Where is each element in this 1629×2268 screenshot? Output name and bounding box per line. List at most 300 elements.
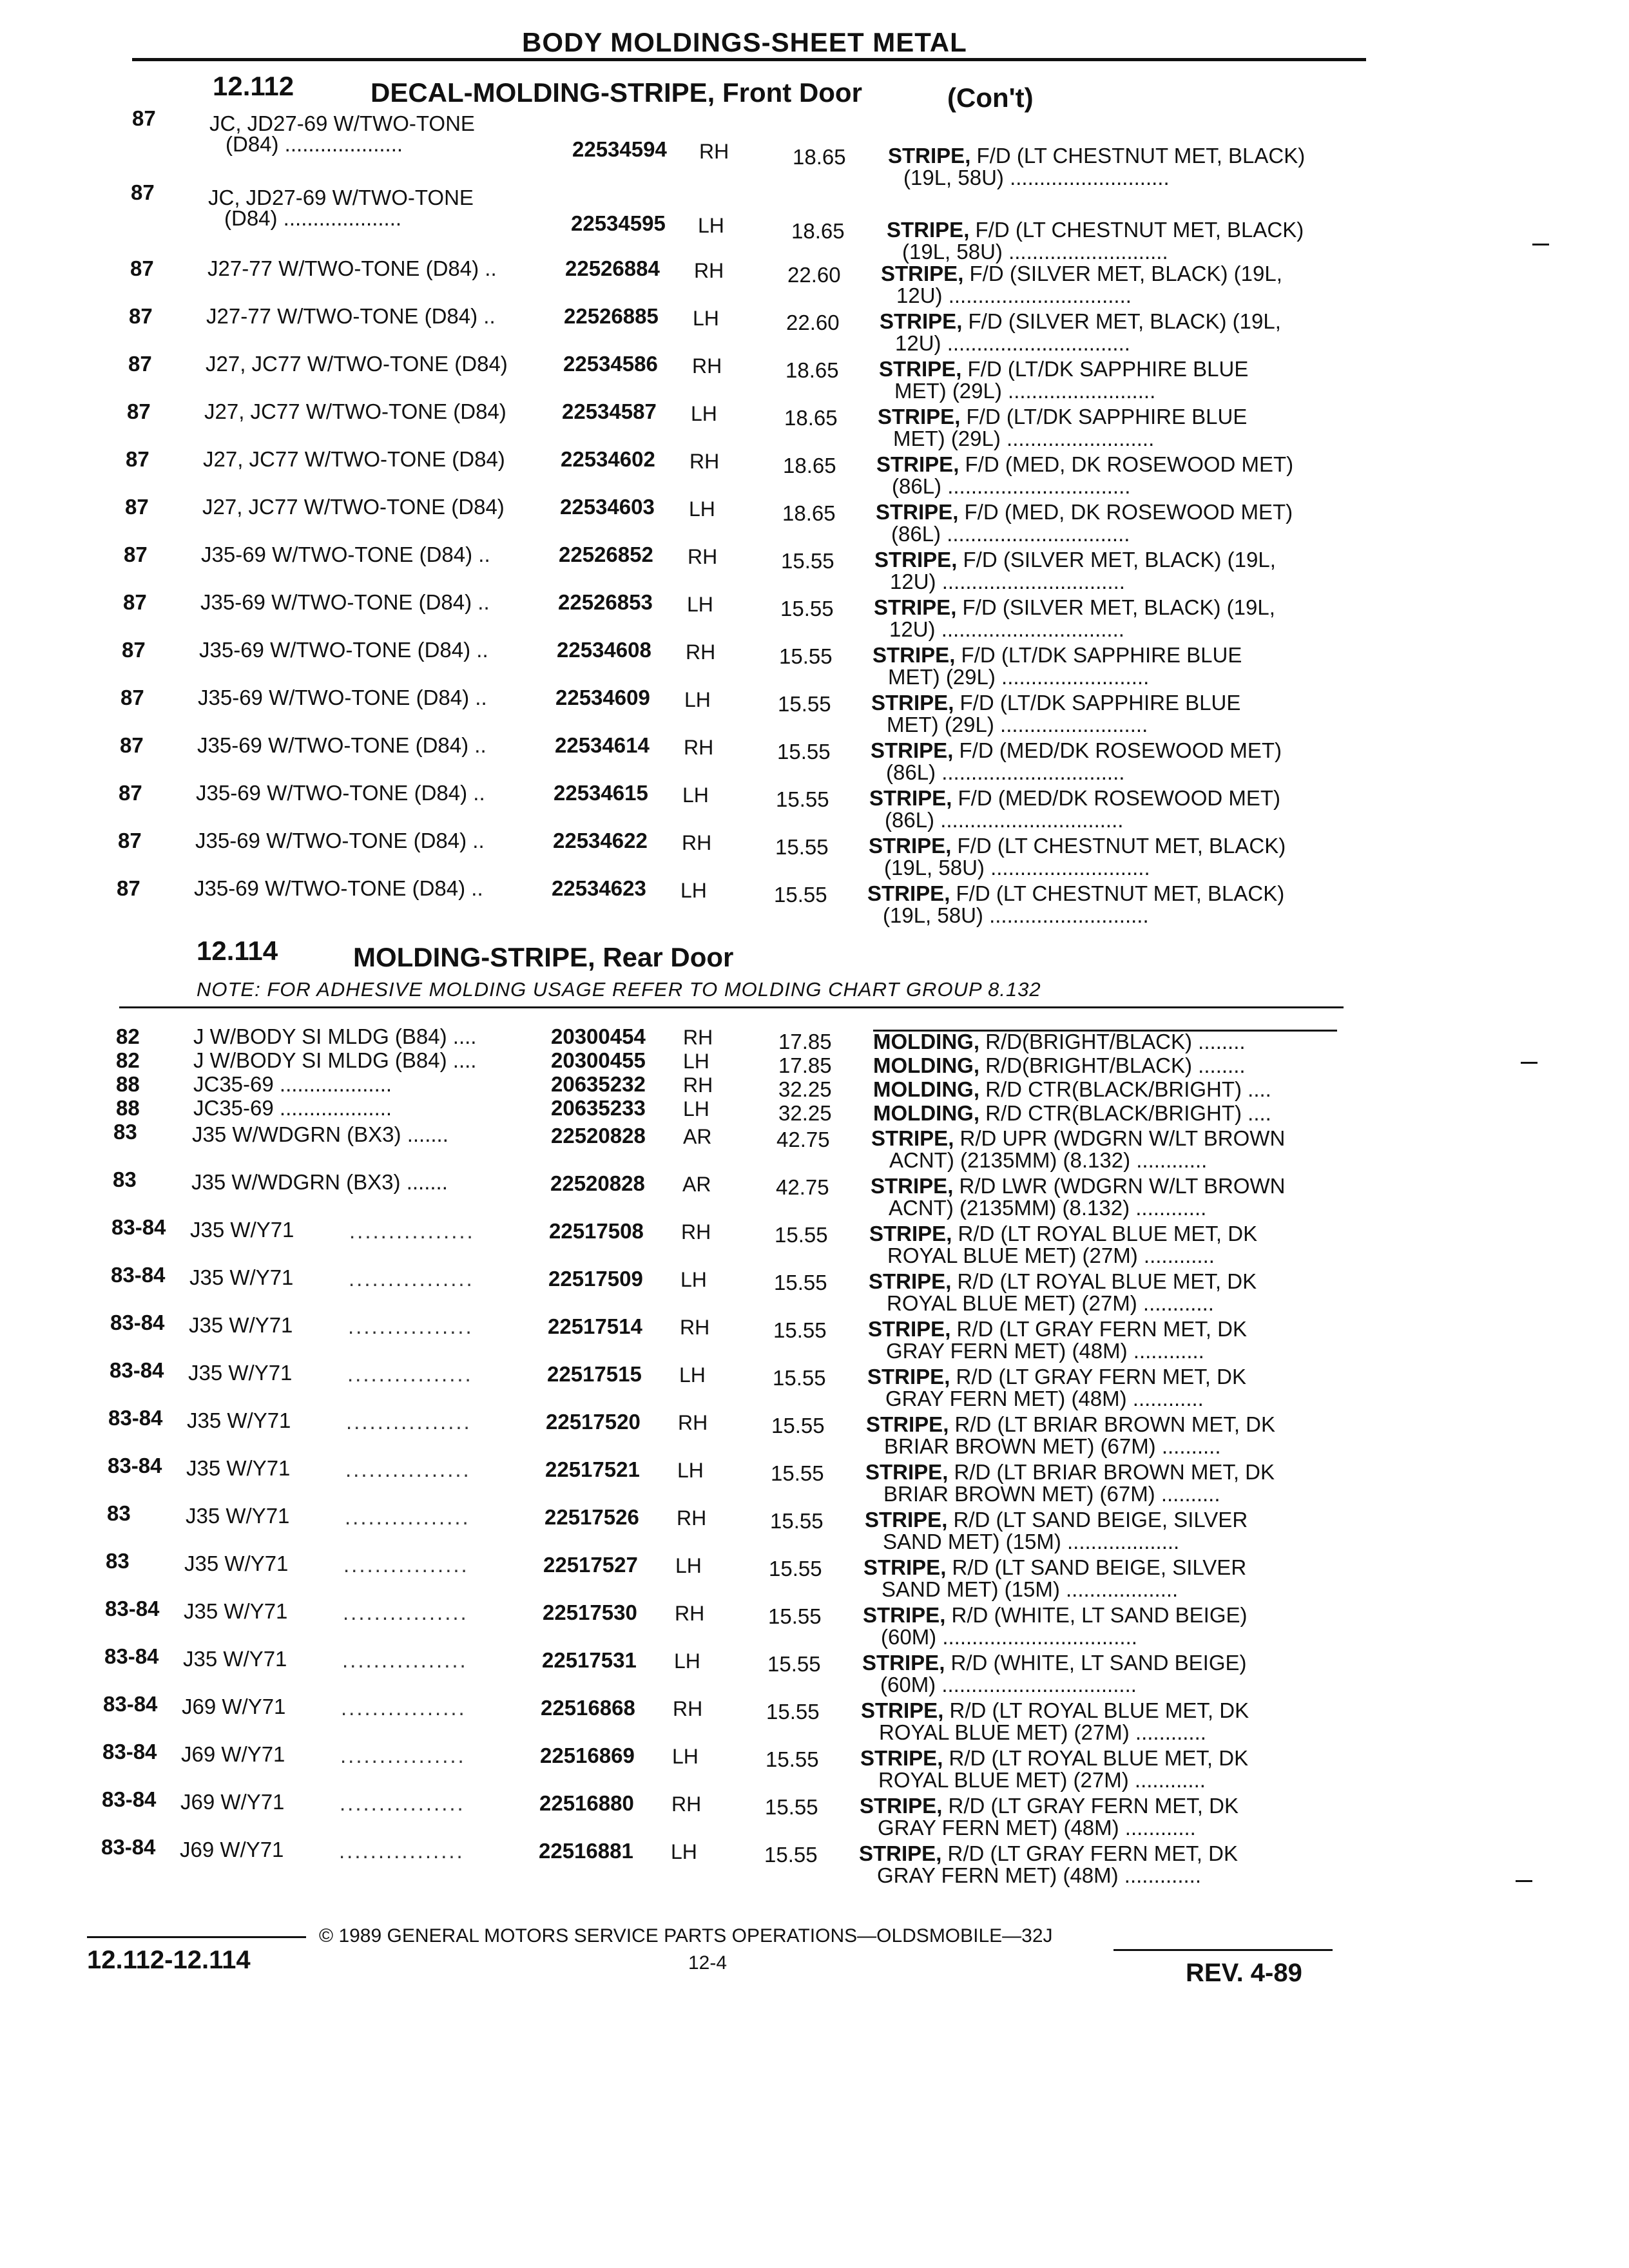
price-cell: 22.60 <box>786 311 840 334</box>
model-text: J35 W/Y71 <box>186 1504 290 1528</box>
year-cell: 82 <box>116 1048 140 1072</box>
year-cell: 87 <box>120 733 144 757</box>
model-cell: J27, JC77 W/TWO-TONE (D84) <box>203 447 505 471</box>
price-cell: 32.25 <box>778 1101 832 1125</box>
price-cell: 18.65 <box>784 406 838 430</box>
model-cell <box>182 1695 285 1719</box>
description-type: STRIPE, <box>869 1222 952 1245</box>
description-text: F/D (SILVER MET, BLACK) (19L, <box>963 262 1282 285</box>
price-cell: 15.55 <box>779 644 833 668</box>
section-continued: (Con't) <box>947 82 1034 113</box>
description <box>869 1223 1257 1245</box>
price-cell: 15.55 <box>776 787 829 811</box>
description-type: STRIPE, <box>880 309 963 333</box>
page-header-title: BODY MOLDINGS-SHEET METAL <box>522 27 967 57</box>
description-type: STRIPE, <box>874 595 957 619</box>
description <box>874 549 1276 571</box>
description-text: R/D (LT ROYAL BLUE MET, DK <box>943 1698 1249 1722</box>
model-cell <box>191 1170 448 1195</box>
side-cell: LH <box>675 1554 702 1577</box>
part-number: 22520828 <box>550 1171 645 1195</box>
year-cell: 87 <box>128 352 152 376</box>
description-text: R/D (LT BRIAR BROWN MET, DK <box>948 1460 1275 1484</box>
leader-dots: ................ <box>346 1410 472 1434</box>
year-cell: 82 <box>116 1024 140 1048</box>
model-cell: JC35-69 ................... <box>193 1072 392 1096</box>
price-cell: 42.75 <box>776 1128 830 1151</box>
model-cell: JC, JD27-69 W/TWO-TONE <box>209 111 475 135</box>
side-cell: LH <box>671 1840 697 1863</box>
margin-tick <box>1521 1062 1537 1064</box>
model-cell <box>184 1599 287 1624</box>
side-cell: RH <box>680 1316 710 1339</box>
section-note: NOTE: FOR ADHESIVE MOLDING USAGE REFER TO MOLDING CHART GROUP 8.132 <box>197 978 1041 1001</box>
part-number: 22534594 <box>572 137 667 161</box>
side-cell: RH <box>699 140 729 163</box>
year-cell: 87 <box>127 399 151 423</box>
margin-tick <box>1516 1880 1532 1882</box>
description-type: STRIPE, <box>863 1555 947 1579</box>
leader-dots: ................ <box>343 1553 469 1577</box>
description-text: F/D (MED, DK ROSEWOOD MET) <box>959 452 1294 476</box>
section-number: 12.112 <box>213 71 294 101</box>
price-cell: 22.60 <box>787 263 841 287</box>
model-cell: J27, JC77 W/TWO-TONE (D84) <box>204 399 506 423</box>
price-cell: 42.75 <box>776 1175 829 1199</box>
year-cell: 87 <box>126 447 149 471</box>
model-text: J35 W/Y71 <box>184 1599 288 1623</box>
description-continued: (19L, 58U) ........................... <box>903 166 1170 189</box>
model-cell: J27-77 W/TWO-TONE (D84) .. <box>207 256 497 280</box>
model-cell <box>189 1313 293 1338</box>
year-cell: 87 <box>131 180 155 204</box>
year-cell: 87 <box>122 638 146 662</box>
price-cell: 17.85 <box>778 1053 832 1077</box>
description <box>867 883 1284 905</box>
side-cell: LH <box>679 1363 706 1387</box>
description-text: F/D (LT/DK SAPPHIRE BLUE <box>960 405 1248 428</box>
side-cell: RH <box>681 1220 711 1244</box>
description-type: STRIPE, <box>865 1460 949 1484</box>
price-cell: 15.55 <box>773 1318 827 1342</box>
description <box>874 597 1275 619</box>
model-text: J35 W/WDGRN (BX3) ....... <box>191 1170 448 1194</box>
description-continued: SAND MET) (15M) ................... <box>883 1530 1180 1553</box>
year-cell: 83-84 <box>110 1311 165 1334</box>
description-text: F/D (LT/DK SAPPHIRE BLUE <box>954 691 1241 715</box>
description-continued: GRAY FERN MET) (48M) ............ <box>878 1816 1196 1840</box>
description-text: F/D (MED, DK ROSEWOOD MET) <box>958 500 1293 524</box>
part-number: 22526884 <box>565 256 660 280</box>
leader-dots: ................ <box>342 1648 468 1672</box>
description-text: R/D (LT ROYAL BLUE MET, DK <box>943 1746 1249 1770</box>
description <box>869 835 1286 857</box>
year-cell: 83-84 <box>103 1692 158 1716</box>
description-type: STRIPE, <box>860 1794 943 1818</box>
description <box>876 501 1293 523</box>
part-number: 22534614 <box>555 733 650 757</box>
side-cell: LH <box>672 1745 699 1768</box>
description-text: R/D (LT ROYAL BLUE MET, DK <box>951 1269 1257 1293</box>
description-continued: MET) (29L) ......................... <box>894 379 1156 403</box>
description-text: R/D (WHITE, LT SAND BEIGE) <box>945 1651 1247 1675</box>
part-number: 22517527 <box>543 1553 638 1577</box>
model-cell <box>181 1742 285 1767</box>
model-text: J35 W/Y71 <box>190 1218 294 1242</box>
price-cell: 18.65 <box>786 358 839 382</box>
year-cell: 88 <box>116 1072 140 1096</box>
model-text: J35 W/Y71 <box>187 1408 291 1432</box>
description-type: STRIPE, <box>860 1746 943 1770</box>
side-cell: RH <box>683 1026 713 1049</box>
model-cell: J27, JC77 W/TWO-TONE (D84) <box>206 352 508 376</box>
description-text: R/D UPR (WDGRN W/LT BROWN <box>954 1126 1286 1150</box>
model-text: J35 W/Y71 <box>186 1456 291 1480</box>
part-number: 22526852 <box>559 543 653 566</box>
description-text: R/D (LT GRAY FERN MET, DK <box>950 1365 1246 1389</box>
description-text: R/D CTR(BLACK/BRIGHT) .... <box>979 1077 1271 1101</box>
price-cell: 15.55 <box>777 740 831 764</box>
model-cell <box>180 1838 284 1862</box>
side-cell: LH <box>683 1097 709 1120</box>
description-continued: MET) (29L) ......................... <box>893 427 1155 450</box>
description-continued: (60M) ................................. <box>881 1625 1137 1649</box>
part-number: 22517515 <box>547 1362 642 1386</box>
year-cell: 83-84 <box>111 1215 166 1239</box>
description <box>873 1031 1246 1053</box>
description-type: MOLDING, <box>873 1030 979 1053</box>
model-text: J69 W/Y71 <box>181 1742 285 1766</box>
model-cell: J35-69 W/TWO-TONE (D84) .. <box>201 543 490 566</box>
description-type: STRIPE, <box>887 218 970 242</box>
model-cell: JC, JD27-69 W/TWO-TONE <box>208 186 474 209</box>
description-type: STRIPE, <box>879 357 962 381</box>
part-number: 22516880 <box>539 1791 634 1815</box>
model-cell: J35-69 W/TWO-TONE (D84) .. <box>196 781 485 805</box>
leader-dots: ................ <box>349 1267 474 1291</box>
part-number: 20300455 <box>551 1048 646 1072</box>
price-cell: 15.55 <box>771 1414 825 1437</box>
description-continued: (86L) ............................... <box>886 760 1125 784</box>
description-type: STRIPE, <box>874 548 958 572</box>
description-text: R/D(BRIGHT/BLACK) ........ <box>979 1030 1246 1053</box>
description-text: F/D (MED/DK ROSEWOOD MET) <box>952 786 1281 810</box>
part-number: 22517520 <box>546 1410 641 1434</box>
description-text: R/D (WHITE, LT SAND BEIGE) <box>945 1603 1248 1627</box>
model-cell <box>192 1122 448 1147</box>
model-cell <box>190 1218 294 1242</box>
year-cell: 83-84 <box>111 1263 166 1287</box>
part-number: 22534609 <box>555 686 650 709</box>
side-cell: RH <box>692 354 722 378</box>
description-type: STRIPE, <box>876 452 959 476</box>
year-cell: 87 <box>124 543 148 566</box>
description <box>878 406 1247 428</box>
price-cell: 15.55 <box>769 1557 822 1581</box>
model-cell <box>188 1361 292 1385</box>
year-cell: 87 <box>118 829 142 852</box>
leader-dots: ................ <box>343 1600 468 1624</box>
description-type: STRIPE, <box>866 1412 949 1436</box>
side-cell: RH <box>678 1411 708 1434</box>
year-cell: 87 <box>120 686 144 709</box>
model-text: J35 W/Y71 <box>184 1552 289 1575</box>
model-text: J69 W/Y71 <box>180 1790 285 1814</box>
year-cell: 87 <box>123 590 147 614</box>
year-cell: 83 <box>113 1120 137 1144</box>
description <box>880 311 1281 332</box>
description <box>865 1509 1248 1531</box>
year-cell: 83 <box>113 1168 137 1191</box>
leader-dots: ................ <box>340 1791 465 1815</box>
year-cell: 87 <box>130 256 154 280</box>
year-cell: 87 <box>129 304 153 328</box>
description-type: STRIPE, <box>881 262 964 285</box>
part-number: 22520828 <box>551 1124 646 1148</box>
model-text: J35 W/Y71 <box>189 1313 293 1337</box>
side-cell: LH <box>684 688 711 711</box>
part-number: 22517521 <box>545 1457 640 1481</box>
description <box>862 1652 1247 1674</box>
price-cell: 15.55 <box>773 1366 826 1390</box>
model-cell <box>186 1504 289 1528</box>
description <box>860 1747 1248 1769</box>
description-continued: ACNT) (2135MM) (8.132) ............ <box>889 1148 1208 1172</box>
model-cell-continued: (D84) .................... <box>224 206 402 230</box>
price-cell: 18.65 <box>793 145 846 169</box>
description-type: STRIPE, <box>867 1365 950 1389</box>
description-continued: (60M) ................................. <box>880 1673 1137 1696</box>
description-type: STRIPE, <box>869 786 952 810</box>
part-number: 22526885 <box>564 304 659 328</box>
description-type: STRIPE, <box>876 500 959 524</box>
description-type: STRIPE, <box>871 691 954 715</box>
description-continued: 12U) ............................... <box>890 570 1125 593</box>
side-cell: AR <box>682 1173 711 1196</box>
leader-dots: ................ <box>345 1457 471 1481</box>
part-number: 22526853 <box>558 590 653 614</box>
description <box>871 740 1282 762</box>
model-cell: J35-69 W/TWO-TONE (D84) .. <box>197 733 487 757</box>
description <box>869 787 1280 809</box>
description-text: F/D (SILVER MET, BLACK) (19L, <box>962 309 1281 333</box>
part-number: 22517514 <box>548 1314 642 1338</box>
side-cell: RH <box>675 1602 705 1625</box>
description-text: F/D (LT CHESTNUT MET, BLACK) <box>969 218 1304 242</box>
section-title: DECAL-MOLDING-STRIPE, Front Door <box>371 77 862 108</box>
description-text: F/D (MED/DK ROSEWOOD MET) <box>953 738 1282 762</box>
price-cell: 15.55 <box>771 1461 824 1485</box>
side-cell: RH <box>682 831 712 854</box>
side-cell: RH <box>673 1697 703 1720</box>
description-continued: ROYAL BLUE MET) (27M) ............ <box>879 1720 1206 1744</box>
section-title: MOLDING-STRIPE, Rear Door <box>353 942 734 972</box>
description-type: STRIPE, <box>871 1174 954 1198</box>
model-cell <box>184 1552 288 1576</box>
description-continued: (86L) ............................... <box>885 808 1124 832</box>
description-continued: 12U) ............................... <box>895 331 1130 355</box>
model-cell: J W/BODY SI MLDG (B84) .... <box>193 1024 477 1048</box>
footer-copyright: © 1989 GENERAL MOTORS SERVICE PARTS OPERATIONS—OLDSMOBILE—32J <box>319 1925 1053 1946</box>
year-cell: 83-84 <box>108 1406 163 1430</box>
footer-section-range: 12.112-12.114 <box>87 1946 251 1974</box>
section-rule <box>119 1006 1344 1008</box>
description <box>865 1461 1275 1483</box>
description <box>861 1700 1249 1722</box>
side-cell: LH <box>680 879 707 902</box>
description-text: F/D (SILVER MET, BLACK) (19L, <box>957 548 1276 572</box>
description <box>871 1175 1286 1197</box>
year-cell: 83 <box>107 1501 131 1525</box>
description-continued: (19L, 58U) ........................... <box>883 903 1149 927</box>
description-continued: (86L) ............................... <box>892 474 1131 498</box>
leader-dots: ................ <box>341 1696 467 1720</box>
price-cell: 15.55 <box>775 1223 828 1247</box>
margin-tick <box>1532 244 1549 245</box>
model-cell: J35-69 W/TWO-TONE (D84) .. <box>195 829 485 852</box>
model-cell: J35-69 W/TWO-TONE (D84) .. <box>200 590 490 614</box>
description-type: STRIPE, <box>859 1841 942 1865</box>
description-text: F/D (LT CHESTNUT MET, BLACK) <box>951 834 1286 858</box>
description-continued: ROYAL BLUE MET) (27M) ............ <box>878 1768 1206 1792</box>
description-type: STRIPE, <box>869 1269 952 1293</box>
description-text: F/D (LT CHESTNUT MET, BLACK) <box>970 144 1306 168</box>
price-cell: 15.55 <box>767 1652 821 1676</box>
description <box>879 358 1248 380</box>
description-type: MOLDING, <box>873 1053 979 1077</box>
description-text: F/D (SILVER MET, BLACK) (19L, <box>956 595 1275 619</box>
model-cell: J35-69 W/TWO-TONE (D84) .. <box>198 686 487 709</box>
model-text: J35 W/Y71 <box>183 1647 287 1671</box>
description-continued: 12U) ............................... <box>889 617 1124 641</box>
part-number: 22534587 <box>562 399 657 423</box>
price-cell: 18.65 <box>782 501 836 525</box>
model-text: J35 W/Y71 <box>189 1265 294 1289</box>
year-cell: 83 <box>106 1549 130 1573</box>
side-cell: AR <box>683 1125 712 1148</box>
description-continued: BRIAR BROWN MET) (67M) .......... <box>883 1482 1220 1506</box>
description-type: MOLDING, <box>873 1101 979 1125</box>
footer-revision: REV. 4-89 <box>1186 1959 1302 1987</box>
part-number: 22534622 <box>553 829 648 852</box>
description-text: F/D (LT/DK SAPPHIRE BLUE <box>961 357 1249 381</box>
price-cell: 15.55 <box>774 1271 827 1294</box>
description-continued: (19L, 58U) ........................... <box>902 240 1168 264</box>
side-cell: RH <box>677 1506 707 1530</box>
description <box>871 692 1240 714</box>
part-number: 22534586 <box>563 352 658 376</box>
model-cell <box>187 1408 291 1433</box>
price-cell: 18.65 <box>791 219 845 243</box>
description-continued: ROYAL BLUE MET) (27M) ............ <box>887 1244 1215 1267</box>
model-cell <box>189 1265 293 1290</box>
price-cell: 15.55 <box>766 1747 819 1771</box>
price-cell: 15.55 <box>774 883 827 907</box>
model-text: J35 W/Y71 <box>188 1361 293 1385</box>
side-cell: LH <box>689 497 715 521</box>
description <box>863 1557 1246 1579</box>
description-continued: MET) (29L) ......................... <box>888 665 1150 689</box>
part-number: 22534603 <box>560 495 655 519</box>
side-cell: LH <box>680 1268 707 1291</box>
year-cell: 83-84 <box>105 1597 160 1620</box>
model-text: J69 W/Y71 <box>180 1838 284 1861</box>
part-number: 22517508 <box>549 1219 644 1243</box>
part-number: 20635232 <box>551 1072 646 1096</box>
model-cell: J27-77 W/TWO-TONE (D84) .. <box>206 304 496 328</box>
price-cell: 15.55 <box>764 1843 818 1867</box>
leader-dots: ................ <box>345 1505 470 1529</box>
description <box>869 1271 1257 1293</box>
description <box>872 644 1242 666</box>
model-cell: J W/BODY SI MLDG (B84) .... <box>193 1048 477 1072</box>
side-cell: LH <box>682 783 709 807</box>
description <box>881 263 1282 285</box>
footer-page-number: 12-4 <box>688 1952 728 1974</box>
part-number: 22534608 <box>557 638 651 662</box>
side-cell: LH <box>683 1050 709 1073</box>
description-text: F/D (LT/DK SAPPHIRE BLUE <box>955 643 1242 667</box>
year-cell: 87 <box>125 495 149 519</box>
description-text: R/D(BRIGHT/BLACK) ........ <box>979 1053 1246 1077</box>
year-cell: 88 <box>116 1096 140 1120</box>
description-continued: 12U) ............................... <box>896 284 1132 307</box>
leader-dots: ................ <box>347 1362 473 1386</box>
description <box>873 1102 1271 1124</box>
part-number: 22534615 <box>554 781 648 805</box>
price-cell: 15.55 <box>778 692 831 716</box>
description <box>887 219 1304 241</box>
part-number: 22516869 <box>540 1744 635 1767</box>
description-continued: GRAY FERN MET) (48M) ............ <box>886 1339 1204 1363</box>
side-cell: RH <box>689 450 720 473</box>
description-type: MOLDING, <box>873 1077 979 1101</box>
price-cell: 18.65 <box>783 454 836 477</box>
model-cell-continued: (D84) .................... <box>226 132 403 156</box>
description <box>866 1414 1275 1436</box>
side-cell: RH <box>671 1792 702 1816</box>
year-cell: 83-84 <box>102 1740 157 1763</box>
description-type: STRIPE, <box>869 834 952 858</box>
leader-dots: ................ <box>339 1839 465 1863</box>
footer-rule-left <box>87 1936 306 1938</box>
model-cell <box>180 1790 284 1814</box>
description-type: STRIPE, <box>867 881 950 905</box>
year-cell: 87 <box>119 781 142 805</box>
side-cell: LH <box>693 307 719 330</box>
description <box>863 1604 1248 1626</box>
part-number: 22516868 <box>541 1696 635 1720</box>
description-type: STRIPE, <box>863 1603 946 1627</box>
description <box>873 1079 1271 1100</box>
description-type: STRIPE, <box>872 643 956 667</box>
model-text: J69 W/Y71 <box>182 1695 286 1718</box>
part-number: 20300454 <box>551 1024 646 1048</box>
part-number: 22534595 <box>571 211 666 235</box>
price-cell: 15.55 <box>775 835 829 859</box>
description-text: R/D (LT GRAY FERN MET, DK <box>950 1317 1247 1341</box>
description-continued: SAND MET) (15M) ................... <box>882 1577 1179 1601</box>
description-text: R/D LWR (WDGRN W/LT BROWN <box>953 1174 1286 1198</box>
section-number: 12.114 <box>197 936 278 966</box>
side-cell: RH <box>694 259 724 282</box>
part-number: 22534623 <box>552 876 646 900</box>
description <box>873 1055 1246 1077</box>
part-number: 22534602 <box>561 447 655 471</box>
description-type: STRIPE, <box>871 1126 954 1150</box>
model-cell: JC35-69 ................... <box>193 1096 392 1120</box>
description-text: R/D (LT GRAY FERN MET, DK <box>941 1841 1238 1865</box>
